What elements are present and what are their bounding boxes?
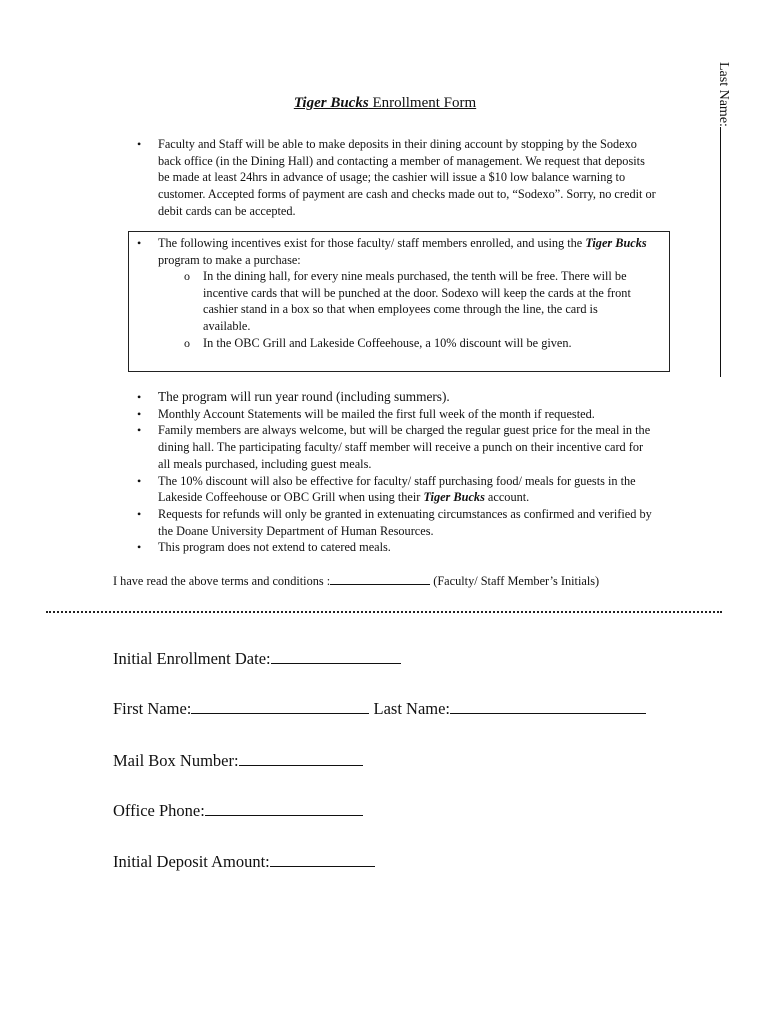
- first-name-input[interactable]: [191, 698, 369, 714]
- incentives-lead-after: program to make a purchase:: [158, 252, 301, 267]
- deposit-input[interactable]: [270, 851, 375, 867]
- bullet-icon: •: [137, 506, 142, 521]
- rule-item: [137, 539, 658, 556]
- name-fields: [113, 698, 646, 719]
- deposit-field: [113, 851, 375, 872]
- incentives-lead-before: The following incentives exist for those faculty/ staff members enrolled, and using the: [158, 236, 586, 250]
- bullet-icon: •: [137, 137, 142, 151]
- bullet-icon: •: [137, 406, 142, 421]
- enrollment-date-input[interactable]: [271, 648, 401, 664]
- bullet-icon: •: [137, 540, 142, 555]
- rule-item: [137, 406, 658, 423]
- circle-bullet-icon: o: [184, 269, 190, 283]
- intro-bullet-text: Faculty and Staff will be able to make deposits in their dining account by stopping by the Sodexo back office (in the Dining Hall) and contacting a member of management. We request that deposits be made at least 24hrs in advance of usage; the cashier will issue a $10 low balance warning to customer. Accepted forms of payment are cash and checks made out to, “Sodexo”. Sorry, no credit or debit cards can be accepted.: [158, 137, 656, 218]
- side-last-name-line: [720, 127, 733, 377]
- bullet-icon: •: [137, 236, 142, 250]
- office-phone-label: Office Phone:: [113, 801, 205, 820]
- rule-item: [137, 389, 658, 406]
- intro-bullet: [137, 136, 658, 220]
- enrollment-date-label: Initial Enrollment Date:: [113, 649, 271, 668]
- side-last-name-field[interactable]: [711, 62, 733, 392]
- intro-section: [137, 136, 658, 220]
- side-last-name-label: Last Name:: [716, 62, 731, 127]
- rule-text-after: account.: [484, 490, 530, 505]
- rule-text: Family members are always welcome, but will be charged the regular guest price for the meal in the dining hall. The participating faculty/ staff member will receive a punch on their incentive card for all meals purchased, including guest meals.: [158, 423, 651, 471]
- deposit-label: Initial Deposit Amount:: [113, 852, 270, 871]
- cut-line-divider: [46, 611, 722, 613]
- last-name-input[interactable]: [450, 698, 646, 714]
- incentive-item-text: In the OBC Grill and Lakeside Coffeehouse, a 10% discount will be given.: [203, 335, 572, 350]
- bullet-icon: •: [137, 390, 142, 404]
- enrollment-date-field: [113, 648, 401, 669]
- rule-text-before: The 10% discount will also be effective for faculty/ staff purchasing food/ meals for guests in the Lakeside Coffeehouse or OBC Grill when using their: [158, 473, 636, 505]
- rule-item: [137, 506, 658, 539]
- incentives-bullet: [137, 235, 658, 268]
- office-phone-field: [113, 800, 363, 821]
- rules-section: [137, 389, 658, 556]
- first-name-label: First Name:: [113, 699, 192, 718]
- title-suffix: Enrollment Form: [368, 95, 477, 111]
- rule-text: Monthly Account Statements will be mailed the first full week of the month if requested.: [158, 406, 595, 421]
- incentive-item: [184, 335, 643, 352]
- mail-box-field: [113, 750, 363, 771]
- rule-text: The program will run year round (including summers).: [158, 389, 450, 404]
- rule-item: [137, 422, 658, 472]
- rule-item: [137, 473, 658, 506]
- incentive-item: [184, 268, 643, 335]
- incentives-lead-bold: Tiger Bucks: [585, 236, 647, 250]
- bullet-icon: •: [137, 473, 142, 488]
- rule-text-bold: Tiger Bucks: [423, 490, 485, 505]
- incentives-sublist: [184, 268, 643, 352]
- initials-input[interactable]: [330, 573, 430, 585]
- mail-box-label: Mail Box Number:: [113, 751, 239, 770]
- acknowledgement-before: I have read the above terms and conditions :: [113, 574, 331, 588]
- acknowledgement-line: [113, 573, 673, 590]
- office-phone-input[interactable]: [205, 800, 363, 816]
- incentive-item-text: In the dining hall, for every nine meals purchased, the tenth will be free. There will be incentive cards that will be punched at the door. Sodexo will keep the cards at the front cashier stand in a box so that when employees come through the line, the card is available.: [203, 269, 631, 334]
- acknowledgement-after: (Faculty/ Staff Member’s Initials): [430, 574, 600, 588]
- form-title: [0, 95, 770, 112]
- bullet-icon: •: [137, 423, 142, 438]
- title-program-name: Tiger Bucks: [293, 95, 369, 111]
- last-name-label: Last Name:: [373, 699, 451, 718]
- incentives-section: [137, 235, 658, 268]
- rule-text: Requests for refunds will only be granted in extenuating circumstances as confirmed and verified by the Doane University Department of Human Resources.: [158, 506, 652, 538]
- mail-box-input[interactable]: [239, 750, 363, 766]
- circle-bullet-icon: o: [184, 335, 190, 350]
- rule-text: This program does not extend to catered meals.: [158, 540, 391, 555]
